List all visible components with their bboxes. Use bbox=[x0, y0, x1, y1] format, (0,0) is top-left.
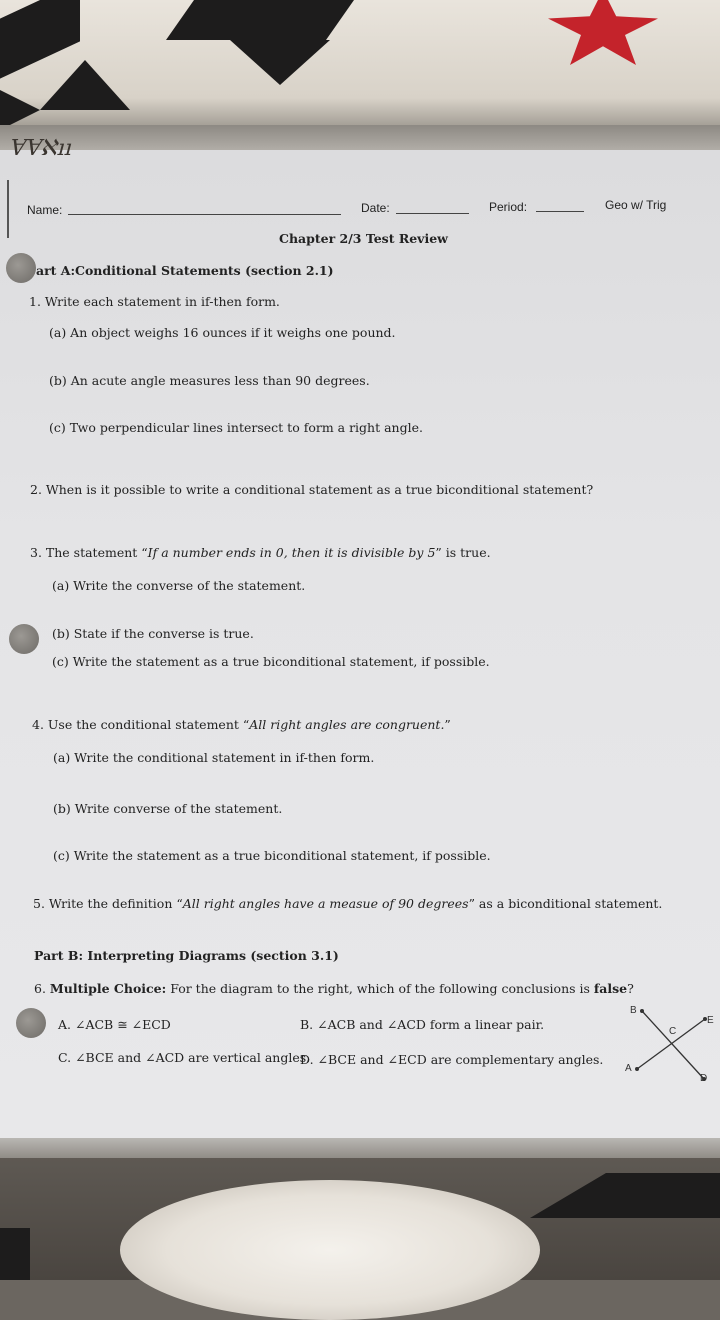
label-a: A bbox=[625, 1063, 632, 1074]
blanket-pattern bbox=[0, 1228, 30, 1280]
q4-a: (a) Write the conditional statement in if-then form. bbox=[53, 750, 375, 765]
date-label: Date: bbox=[361, 201, 390, 215]
period-blank[interactable] bbox=[536, 210, 584, 212]
red-star-pattern bbox=[548, 0, 658, 65]
part-b-heading: Part B: Interpreting Diagrams (section 3.1) bbox=[34, 948, 339, 963]
blanket-pattern bbox=[230, 40, 330, 85]
label-e: E bbox=[707, 1015, 714, 1026]
part-a-heading: Conditional Statements (section 2.1) bbox=[75, 263, 334, 278]
q4-b: (b) Write converse of the statement. bbox=[53, 801, 283, 816]
choice-b[interactable]: B. ∠ACB and ∠ACD form a linear pair. bbox=[300, 1017, 545, 1032]
q6-stem: 6. Multiple Choice: For the diagram to the right, which of the following conclusions is false? bbox=[34, 981, 634, 996]
label-d: D bbox=[700, 1073, 708, 1084]
margin-mark bbox=[7, 180, 9, 238]
blanket-pattern bbox=[166, 0, 354, 40]
blanket-background-top bbox=[0, 0, 720, 140]
page-title: Chapter 2/3 Test Review bbox=[279, 231, 448, 246]
intersecting-lines-diagram bbox=[620, 998, 716, 1084]
q1-a: (a) An object weighs 16 ounces if it weighs one pound. bbox=[49, 325, 396, 340]
handwritten-scribble: ⱯⱯℵıı bbox=[6, 136, 76, 161]
point-b bbox=[640, 1009, 644, 1013]
date-blank[interactable] bbox=[396, 212, 469, 214]
q1-b: (b) An acute angle measures less than 90 degrees. bbox=[49, 373, 370, 388]
q3-c: (c) Write the statement as a true biconditional statement, if possible. bbox=[52, 654, 490, 669]
q1-c: (c) Two perpendicular lines intersect to form a right angle. bbox=[49, 420, 423, 435]
line-bd bbox=[642, 1011, 704, 1079]
q3-a: (a) Write the converse of the statement. bbox=[52, 578, 306, 593]
q4-stem: 4. Use the conditional statement “All right angles are congruent.” bbox=[32, 717, 451, 732]
q4-c: (c) Write the statement as a true biconditional statement, if possible. bbox=[53, 848, 491, 863]
q2-stem: 2. When is it possible to write a conditional statement as a true biconditional statement? bbox=[30, 482, 594, 497]
blanket-pattern bbox=[40, 60, 130, 110]
q3-stem: 3. The statement “If a number ends in 0, then it is divisible by 5” is true. bbox=[30, 545, 491, 560]
point-a bbox=[635, 1067, 639, 1071]
fluffy-blanket bbox=[120, 1180, 540, 1320]
name-blank[interactable] bbox=[68, 213, 341, 215]
binder-hole bbox=[9, 624, 39, 654]
class-label: Geo w/ Trig bbox=[605, 198, 667, 212]
choice-d[interactable]: D. ∠BCE and ∠ECD are complementary angles. bbox=[300, 1052, 604, 1067]
q5-stem: 5. Write the definition “All right angles have a measue of 90 degrees” as a biconditional statement. bbox=[33, 896, 663, 911]
part-a-prefix: art A: bbox=[36, 263, 76, 278]
choice-c[interactable]: C. ∠BCE and ∠ACD are vertical angles. bbox=[58, 1050, 311, 1065]
binder-hole bbox=[16, 1008, 46, 1038]
choice-a[interactable]: A. ∠ACB ≅ ∠ECD bbox=[58, 1017, 171, 1032]
name-label: Name: bbox=[27, 203, 63, 217]
period-label: Period: bbox=[489, 200, 528, 214]
label-b: B bbox=[630, 1005, 637, 1016]
blanket-pattern bbox=[0, 90, 40, 130]
blanket-pattern bbox=[530, 1173, 720, 1218]
paper-edge bbox=[0, 1138, 720, 1160]
blanket-pattern bbox=[0, 0, 80, 79]
label-c: C bbox=[669, 1026, 677, 1037]
binder-hole bbox=[6, 253, 36, 283]
q3-b: (b) State if the converse is true. bbox=[52, 626, 254, 641]
q1-stem: 1. Write each statement in if-then form. bbox=[29, 294, 280, 309]
